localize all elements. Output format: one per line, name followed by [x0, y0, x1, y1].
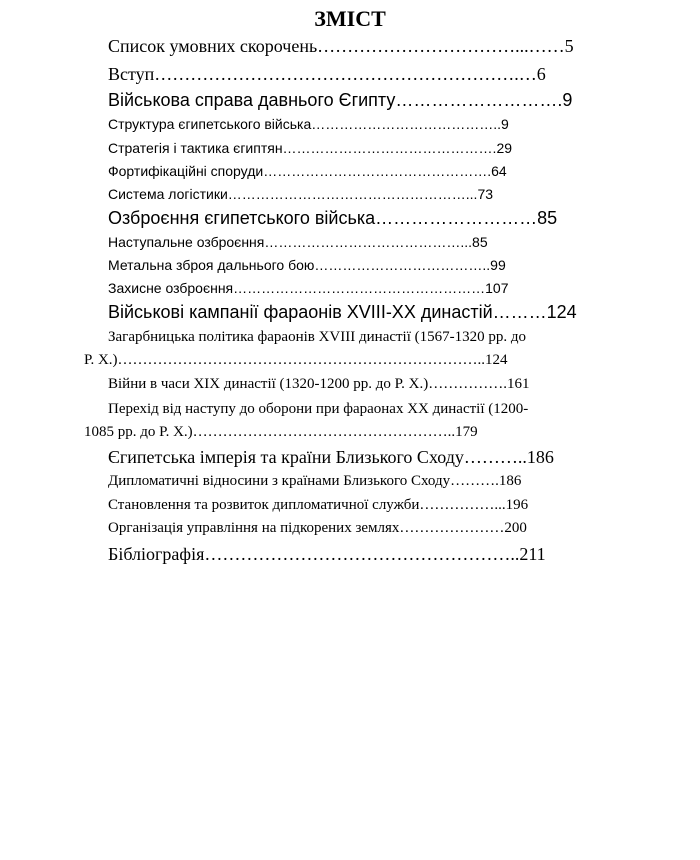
toc-entry-chapter-1: Військова справа давнього Єгипту……………………….9 [108, 90, 573, 110]
page-title: ЗМІСТ [314, 6, 386, 31]
toc-entry-chapter-4: Єгипетська імперія та країни Близького Сходу………..186 [108, 447, 554, 467]
toc-entry-chapter-3: Військові кампанії фараонів XVIII-XX династій………124 [108, 302, 577, 322]
toc-entry-section-1-2: Стратегія і тактика єгиптян……………………………………….29 [108, 140, 513, 156]
toc-entry-section-4-1: Дипломатичні відносини з країнами Близького Сходу……….186 [108, 473, 522, 489]
toc-entry-section-2-1: Наступальне озброєння……………………………………...85 [108, 234, 488, 250]
toc-entry-section-1-1: Структура єгипетського війська…………………………………..9 [108, 116, 509, 132]
toc-entry-section-2-2: Метальна зброя дальнього бою………………………………..99 [108, 257, 506, 273]
toc-entry-section-3-3-line-2: 1085 рр. до Р. Х.)……………………………………………..179 [84, 424, 478, 440]
toc-entry-introduction: Вступ…………………………………………………….…6 [108, 64, 546, 84]
toc-entry-bibliography: Бібліографія……………………………………………..211 [108, 544, 546, 564]
toc-entry-section-1-4: Система логістики……………………………………………...73 [108, 186, 494, 202]
toc-entry-section-3-3-line-1: Перехід від наступу до оборони при фараонах XX династії (1200- [108, 401, 529, 417]
toc-entry-section-2-3: Захисне озброєння………………………………………………107 [108, 280, 509, 296]
toc-entry-section-3-2: Війни в часи XIX династії (1320-1200 рр. до Р. Х.)…………….161 [108, 376, 530, 392]
toc-entry-chapter-2: Озброєння єгипетського війська………………………85 [108, 208, 558, 228]
toc-entry-section-4-2: Становлення та розвиток дипломатичної служби……………...196 [108, 497, 529, 513]
toc-entry-section-3-1-line-1: Загарбницька політика фараонів XVIII династії (1567-1320 рр. до [108, 329, 527, 345]
toc-entry-section-1-3: Фортифікаційні споруди………………………………………….64 [108, 163, 507, 179]
toc-entry-abbreviations: Список умовних скорочень……………………………...……5 [108, 36, 574, 56]
toc-entry-section-4-3: Організація управління на підкорених землях…………………200 [108, 520, 527, 536]
toc-entry-section-3-1-line-2: Р. Х.)………………………………………………………………..124 [84, 352, 508, 368]
